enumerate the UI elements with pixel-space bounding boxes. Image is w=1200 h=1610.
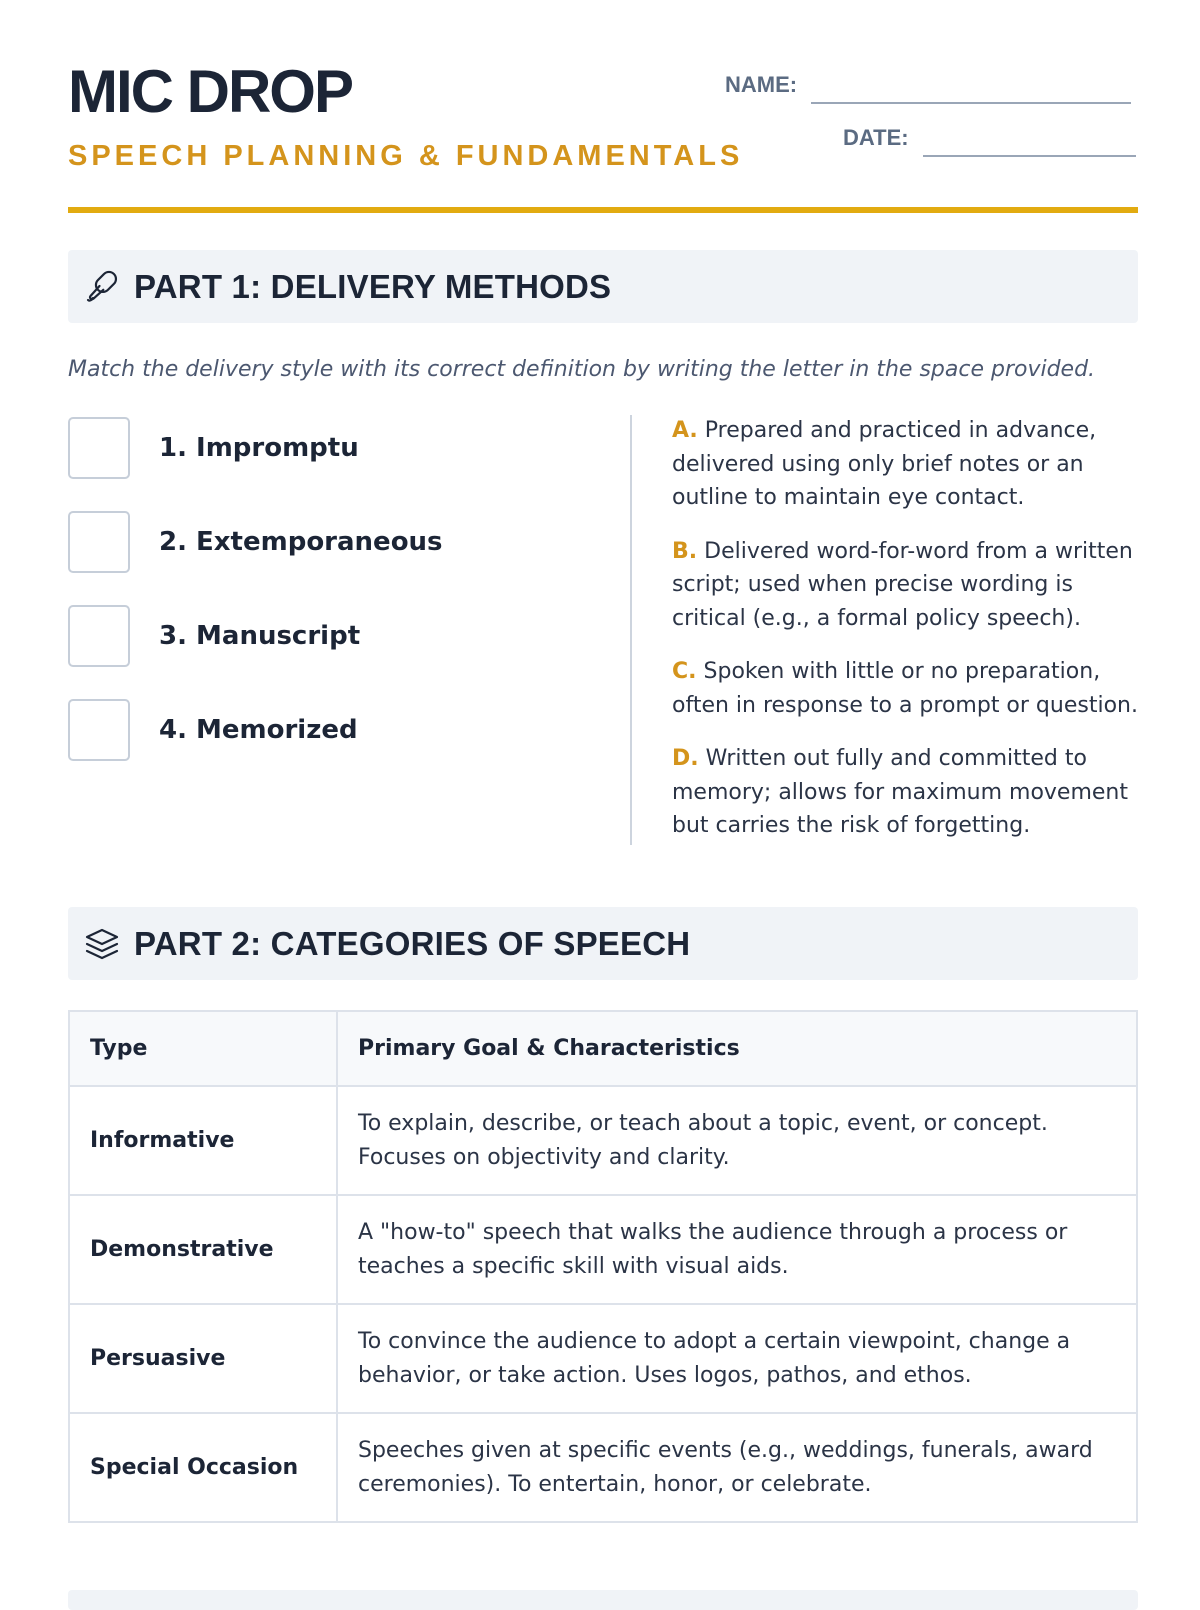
definition-text: Spoken with little or no preparation, often in response to a prompt or question.	[672, 659, 1138, 718]
list-item	[68, 415, 608, 481]
name-label: NAME:	[725, 72, 798, 97]
date-field	[843, 127, 1136, 157]
term-label: 1. Impromptu	[159, 433, 359, 463]
answer-box[interactable]	[68, 605, 130, 667]
description-cell: To explain, describe, or teach about a topic, event, or concept. Focuses on objectivity and clarity.	[337, 1086, 1137, 1195]
definition-item	[672, 655, 1138, 722]
type-cell: Demonstrative	[69, 1195, 337, 1304]
list-item	[68, 509, 608, 575]
term-label: 2. Extemporaneous	[159, 527, 443, 557]
date-label: DATE:	[843, 125, 909, 150]
term-label: 4. Memorized	[159, 715, 358, 745]
type-cell: Special Occasion	[69, 1413, 337, 1522]
part1-header	[68, 250, 1138, 323]
definition-item	[672, 535, 1138, 636]
definition-letter: D.	[672, 746, 699, 771]
list-item	[68, 697, 608, 763]
type-cell: Informative	[69, 1086, 337, 1195]
answer-box[interactable]	[68, 417, 130, 479]
column-divider	[630, 415, 632, 845]
date-input-line[interactable]	[923, 135, 1136, 157]
table-row	[69, 1086, 1137, 1195]
definition-text: Prepared and practiced in advance, delivered using only brief notes or an outline to maintain eye contact.	[672, 418, 1097, 510]
table-row	[69, 1413, 1137, 1522]
definition-item	[672, 414, 1138, 515]
definition-text: Written out fully and committed to memory; allows for maximum movement but carries the risk of forgetting.	[672, 746, 1129, 838]
table-row	[69, 1304, 1137, 1413]
speech-categories-table	[68, 1010, 1138, 1523]
header-divider	[68, 207, 1138, 213]
description-cell: A "how-to" speech that walks the audience through a process or teaches a specific skill with visual aids.	[337, 1195, 1137, 1304]
worksheet-header	[68, 0, 1138, 214]
worksheet-subtitle: SPEECH PLANNING & FUNDAMENTALS	[68, 140, 744, 172]
column-header-type: Type	[69, 1011, 337, 1086]
terms-list	[68, 415, 608, 791]
part1-instructions: Match the delivery style with its correct definition by writing the letter in the space provided.	[68, 357, 1096, 382]
term-label: 3. Manuscript	[159, 621, 361, 651]
worksheet-title: MIC DROP	[68, 58, 352, 125]
description-cell: Speeches given at specific events (e.g., weddings, funerals, award ceremonies). To entertain, honor, or celebrate.	[337, 1413, 1137, 1522]
layers-icon	[82, 924, 122, 964]
definition-letter: C.	[672, 659, 697, 684]
worksheet-page	[68, 0, 1138, 1497]
part3-header-partial	[68, 1590, 1138, 1610]
answer-box[interactable]	[68, 699, 130, 761]
part2-title: PART 2: CATEGORIES OF SPEECH	[134, 924, 691, 962]
table-row	[69, 1195, 1137, 1304]
answer-box[interactable]	[68, 511, 130, 573]
definition-letter: B.	[672, 538, 698, 564]
microphone-icon	[82, 267, 122, 307]
part2-header	[68, 907, 1138, 980]
name-field	[725, 74, 1131, 104]
table-header-row	[69, 1011, 1137, 1086]
list-item	[68, 603, 608, 669]
column-header-goal: Primary Goal & Characteristics	[337, 1011, 1137, 1086]
part1-title: PART 1: DELIVERY METHODS	[134, 267, 612, 305]
description-cell: To convince the audience to adopt a certain viewpoint, change a behavior, or take action. Uses logos, pathos, and ethos.	[337, 1304, 1137, 1413]
type-cell: Persuasive	[69, 1304, 337, 1413]
definitions-list	[672, 414, 1138, 863]
definition-letter: A.	[672, 418, 698, 443]
definition-item	[672, 742, 1138, 843]
definition-text: Delivered word-for-word from a written script; used when precise wording is critical (e.g., a formal policy speech).	[672, 538, 1133, 631]
name-input-line[interactable]	[811, 82, 1131, 104]
